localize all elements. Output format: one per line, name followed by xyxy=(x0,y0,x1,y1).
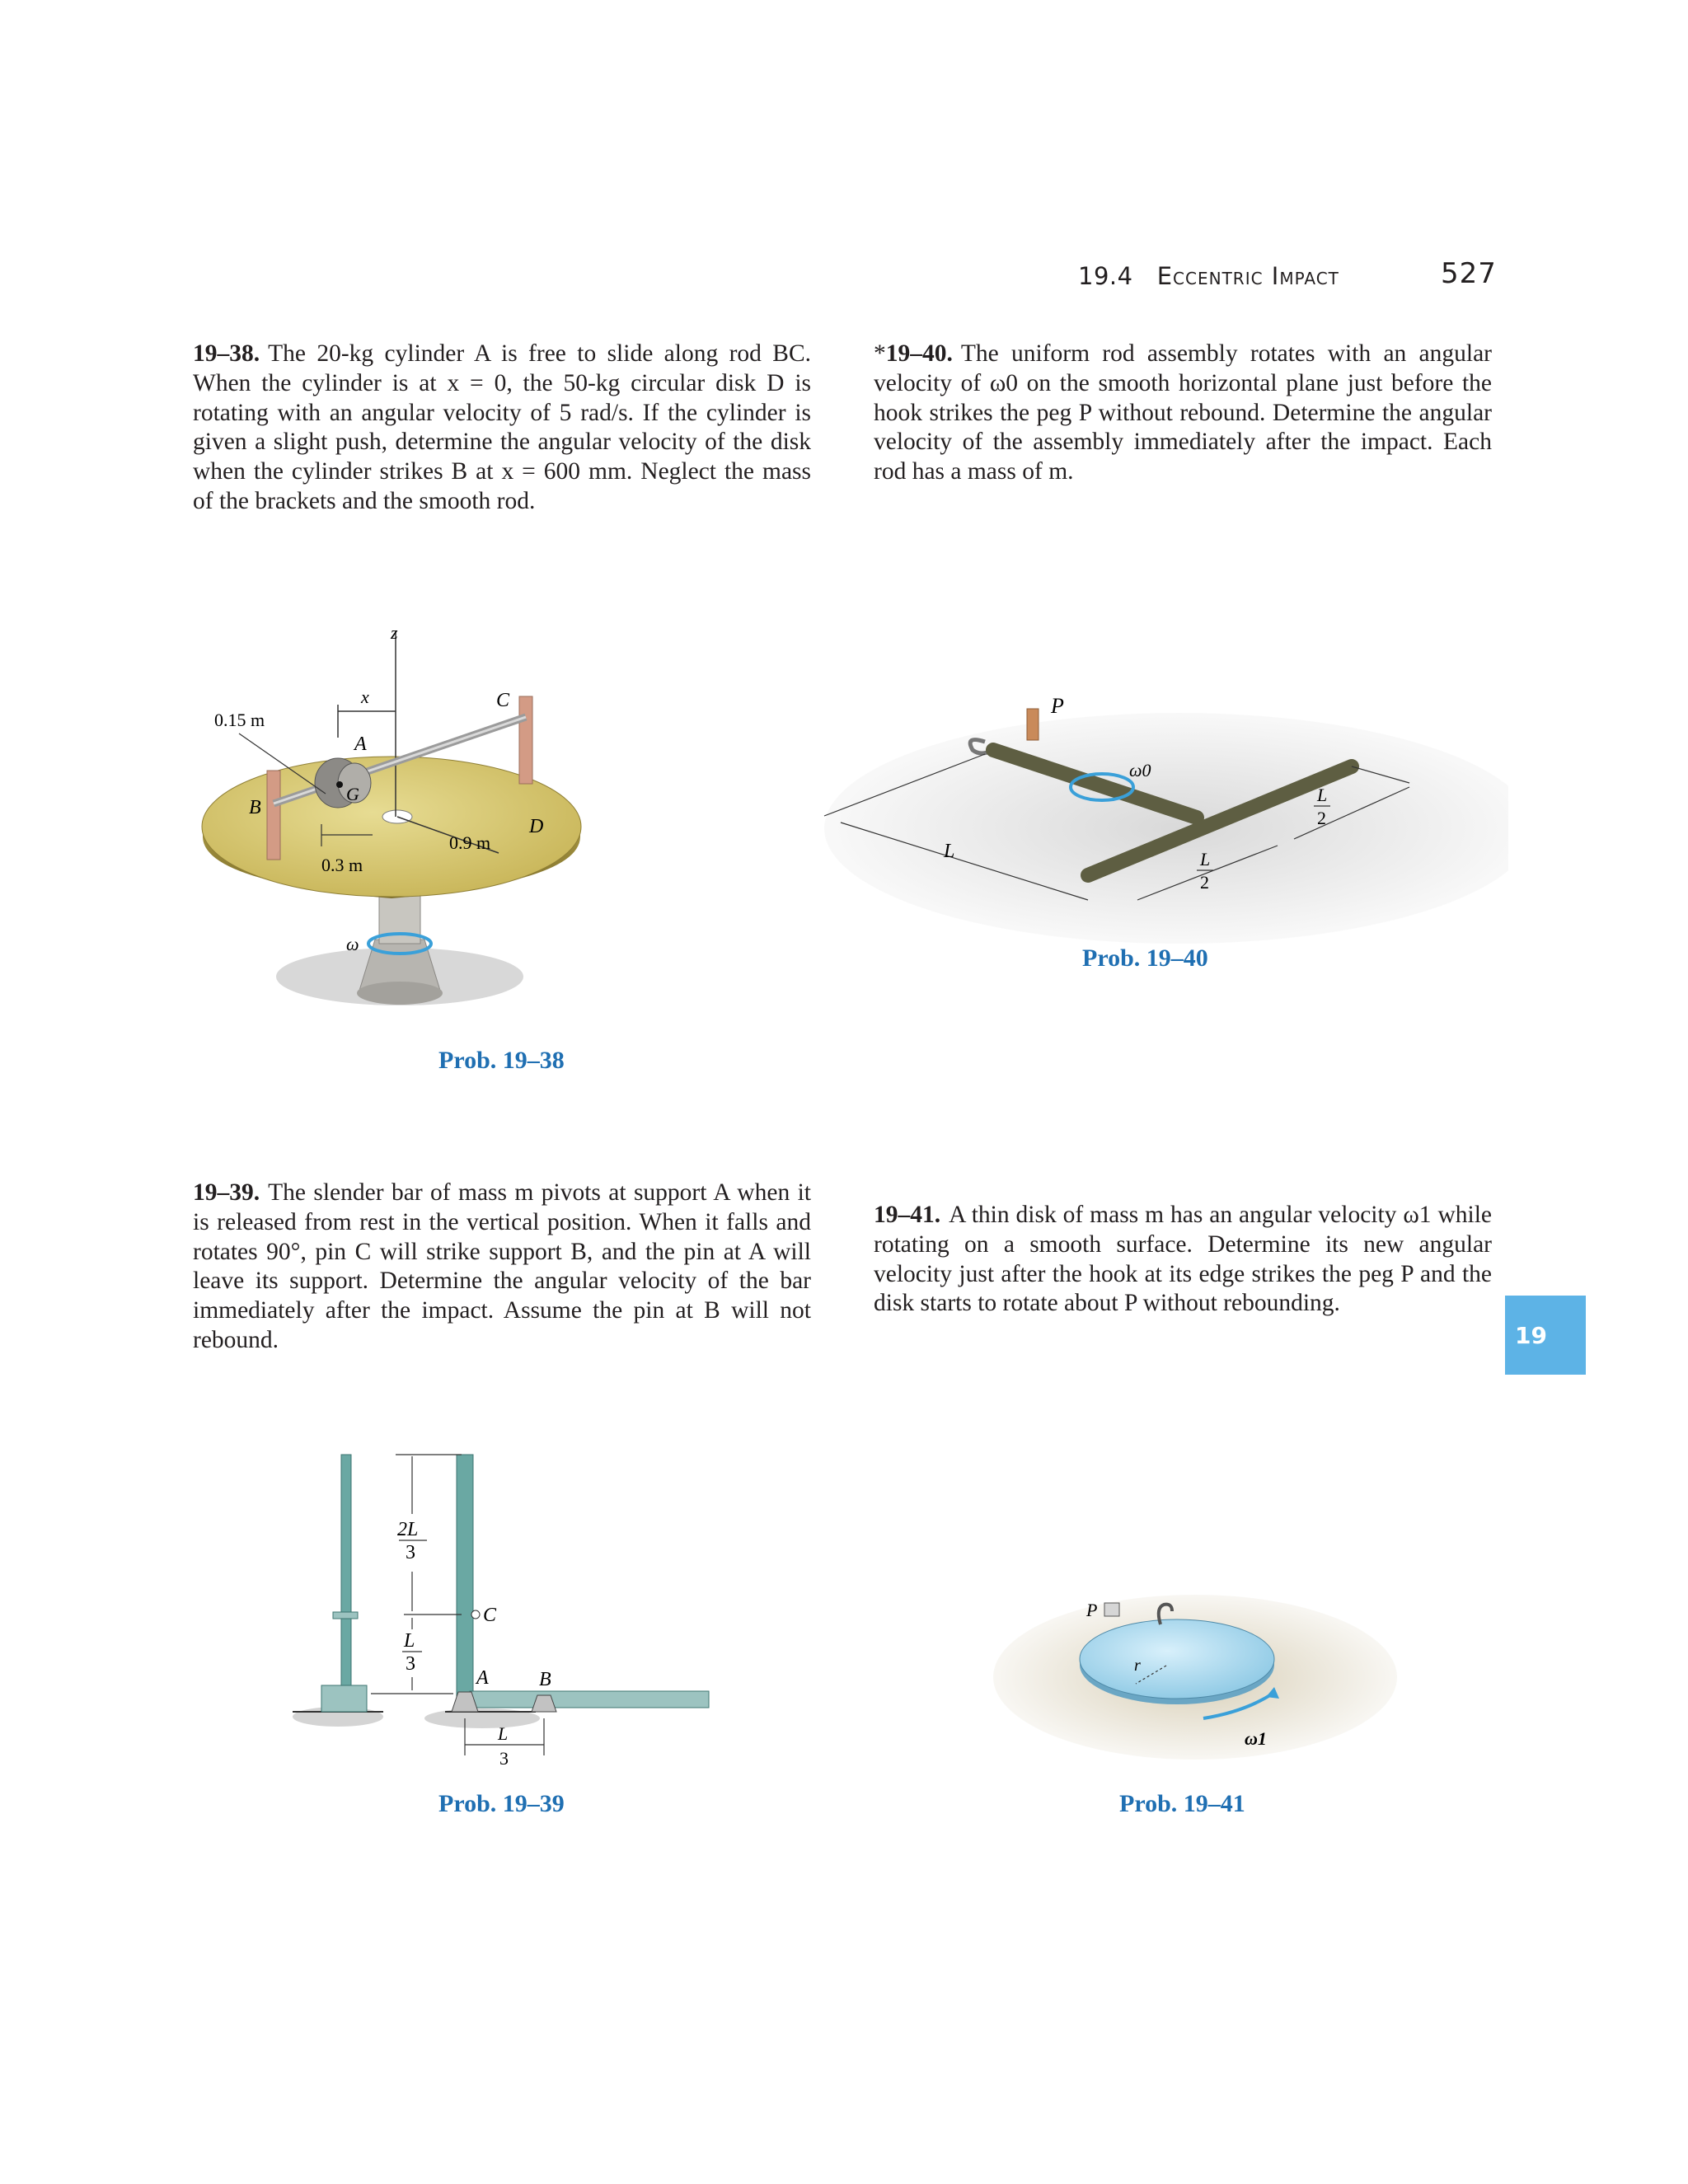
caption-19-41: Prob. 19–41 xyxy=(1119,1790,1245,1817)
section-title: Eccentric Impact xyxy=(1156,262,1339,290)
label-2l: 2L xyxy=(397,1519,419,1540)
label-p: P xyxy=(1086,1600,1098,1620)
bar-vertical xyxy=(457,1455,473,1702)
caption-19-39: Prob. 19–39 xyxy=(438,1790,565,1817)
problem-number: 19–38. xyxy=(193,340,260,367)
problem-19-41 xyxy=(874,1201,1492,1319)
label-3-bottom: 3 xyxy=(499,1748,509,1769)
thin-disk xyxy=(1080,1619,1274,1699)
support-left xyxy=(321,1685,367,1712)
label-0-3m: 0.3 m xyxy=(321,855,363,875)
label-p: P xyxy=(1051,694,1064,718)
bar-horizontal xyxy=(470,1691,709,1708)
bracket-b xyxy=(267,771,280,860)
label-r: r xyxy=(1134,1657,1141,1675)
label-b: B xyxy=(249,797,261,818)
peg-p xyxy=(1104,1603,1119,1616)
chapter-tab: 19 xyxy=(1505,1296,1586,1375)
label-0-9m: 0.9 m xyxy=(449,832,491,853)
bracket-c xyxy=(519,696,532,784)
label-l-num: L xyxy=(1317,785,1328,805)
problem-text: The uniform rod assembly rotates with an angular velocity of ω0 on the smooth horizontal plane just before the hook strikes the peg P without rebound. Determine the angular velocity of the assembly immediately after the impact. Each rod has a mass of m. xyxy=(874,340,1492,485)
problem-number: 19–40. xyxy=(885,340,953,367)
problem-19-39 xyxy=(193,1179,811,1356)
label-c: C xyxy=(496,690,510,711)
problem-19-40 xyxy=(874,340,1492,487)
problem-19-38 xyxy=(193,340,811,517)
label-x: x xyxy=(361,687,369,707)
label-l2-num: L xyxy=(1200,849,1211,869)
caption-19-38: Prob. 19–38 xyxy=(438,1047,565,1074)
problem-text: The 20-kg cylinder A is free to slide along rod BC. When the cylinder is at x = 0, the 50-kg circular disk D is rotating with an angular velocity of 5 rad/s. If the cylinder is given a slight push, determine the angular velocity of the disk when the cylinder strikes B at x = 600 mm. Neglect the mass of the brackets and the smooth rod. xyxy=(193,340,811,514)
floor xyxy=(824,713,1508,944)
bar-ghost xyxy=(341,1455,351,1702)
label-b: B xyxy=(539,1669,551,1690)
figure-19-40 xyxy=(816,684,1508,948)
problem-text: A thin disk of mass m has an angular velocity ω1 while rotating on a smooth surface. Determine its new angular velocity just after the hook at its edge strikes the peg P and the disk starts to rotate about P without rebounding. xyxy=(874,1202,1492,1317)
label-0-15m: 0.15 m xyxy=(214,710,265,730)
center-g xyxy=(336,781,343,788)
figure-19-41 xyxy=(989,1562,1401,1768)
label-3-b: 3 xyxy=(406,1653,415,1675)
pin-left xyxy=(333,1612,358,1619)
label-z: z xyxy=(391,622,398,643)
label-l-den: 2 xyxy=(1317,808,1326,828)
label-g: G xyxy=(346,784,359,804)
label-l-a: L xyxy=(404,1630,415,1652)
label-a: A xyxy=(476,1667,489,1689)
pedestal-foot xyxy=(357,982,443,1005)
peg-p xyxy=(1027,709,1039,740)
pin-c xyxy=(471,1610,480,1619)
label-omega0: ω0 xyxy=(1129,760,1151,780)
label-c: C xyxy=(483,1605,497,1626)
label-a: A xyxy=(354,733,367,755)
page-number: 527 xyxy=(1441,257,1497,290)
figure-19-38 xyxy=(190,614,610,1026)
label-l2-den: 2 xyxy=(1200,872,1209,893)
figure-19-39 xyxy=(288,1446,725,1776)
label-l-bottom: L xyxy=(498,1723,509,1744)
problem-text: The slender bar of mass m pivots at support A when it is released from rest in the vertical position. When it falls and rotates 90°, pin C will strike support B, and the pin at A will leave its support. Determine the angular velocity of the bar immediately after the impact. Assume the pin at B will not rebound. xyxy=(193,1179,811,1353)
label-omega: ω xyxy=(346,934,359,954)
label-l: L xyxy=(944,841,955,862)
running-head xyxy=(1078,262,1339,290)
problem-number: 19–39. xyxy=(193,1179,260,1206)
caption-19-40: Prob. 19–40 xyxy=(1082,944,1208,972)
problem-number: 19–41. xyxy=(874,1202,941,1228)
label-d: D xyxy=(529,816,544,837)
section-number: 19.4 xyxy=(1078,262,1133,290)
star-marker: * xyxy=(874,340,886,367)
label-3-a: 3 xyxy=(406,1542,415,1563)
label-omega1: ω1 xyxy=(1245,1728,1267,1749)
